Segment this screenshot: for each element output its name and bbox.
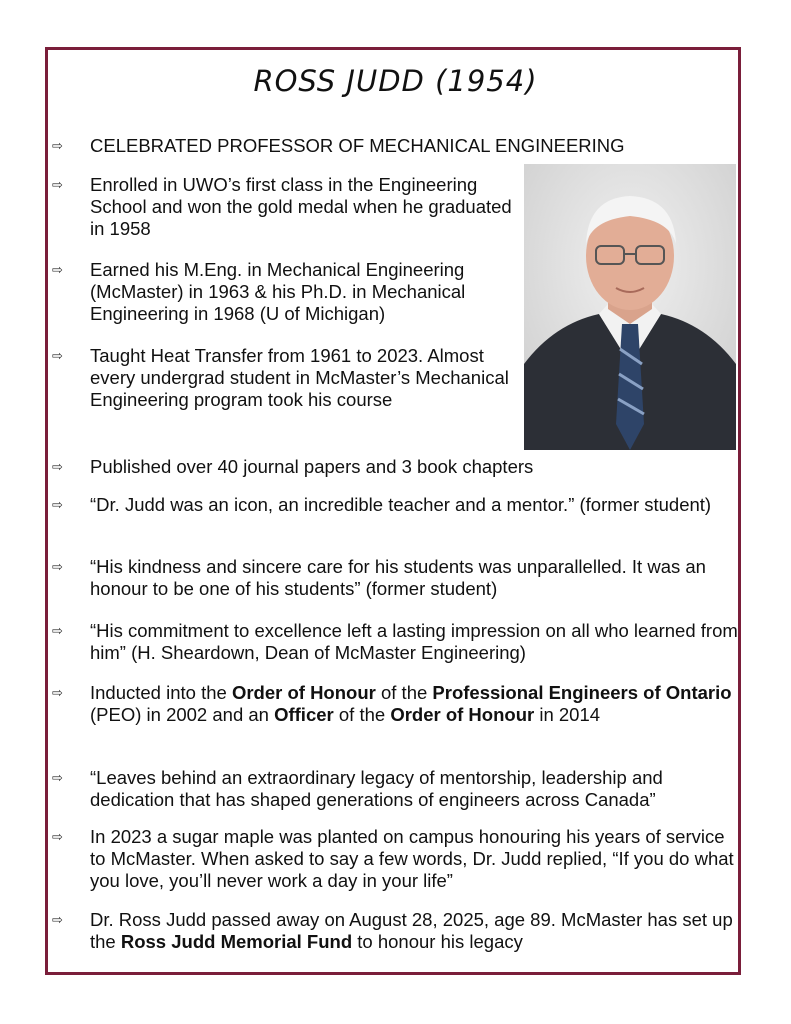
text-run: Enrolled in UWO’s first class in the Engineering School and won the gold medal when he graduated in 1958	[90, 174, 512, 239]
text-run: “Leaves behind an extraordinary legacy of mentorship, leadership and dedication that has shaped generations of engineers across Canada”	[90, 767, 663, 810]
double-right-arrow-icon: ⇨	[52, 686, 63, 701]
text-run: In 2023 a sugar maple was planted on campus honouring his years of service to McMaster. When asked to say a few words, Dr. Judd replied, “If you do what you love, you’ll never work a day in your life”	[90, 826, 734, 891]
double-right-arrow-icon: ⇨	[52, 771, 63, 786]
text-run: of the	[333, 704, 391, 725]
list-item-text	[90, 259, 520, 325]
bold-text: Ross Judd Memorial Fund	[120, 931, 353, 952]
page-title: ROSS JUDD (1954)	[253, 64, 538, 98]
list-item-text	[90, 494, 740, 516]
list-item-text	[90, 174, 520, 240]
double-right-arrow-icon: ⇨	[52, 349, 63, 364]
list-item-text	[90, 909, 740, 953]
double-right-arrow-icon: ⇨	[52, 460, 63, 475]
double-right-arrow-icon: ⇨	[52, 624, 63, 639]
list-item-text	[90, 682, 740, 726]
text-run: (PEO) in 2002 and an	[90, 704, 275, 725]
list-item-text	[90, 345, 520, 411]
text-run: “His kindness and sincere care for his students was unparallelled. It was an honour to be one of his students” (former student)	[90, 556, 706, 599]
bold-text: Order of Honour	[231, 682, 376, 703]
text-run: Inducted into the	[90, 682, 232, 703]
double-right-arrow-icon: ⇨	[52, 498, 63, 513]
list-item-text	[90, 620, 740, 664]
bold-text: Professional Engineers of Ontario	[432, 682, 732, 703]
text-run: of the	[375, 682, 433, 703]
list-item-text	[90, 456, 740, 478]
text-run: CELEBRATED PROFESSOR OF MECHANICAL ENGINEERING	[90, 135, 625, 156]
text-run: Published over 40 journal papers and 3 book chapters	[90, 456, 534, 477]
text-run: to honour his legacy	[352, 931, 523, 952]
text-run: “Dr. Judd was an icon, an incredible teacher and a mentor.” (former student)	[90, 494, 712, 515]
text-run: Taught Heat Transfer from 1961 to 2023. Almost every undergrad student in McMaster’s Mechanical Engineering program took his course	[90, 345, 509, 410]
text-run: Dr. Ross Judd passed away on August 28, 2025, age 89. McMaster has set up the	[90, 909, 733, 952]
list-item-text	[90, 826, 740, 892]
list-item-text	[90, 556, 740, 600]
list-item-text	[90, 135, 740, 157]
portrait-photo	[524, 164, 736, 450]
double-right-arrow-icon: ⇨	[52, 139, 63, 154]
text-run: “His commitment to excellence left a lasting impression on all who learned from him” (H. Sheardown, Dean of McMaster Engineering)	[90, 620, 738, 663]
double-right-arrow-icon: ⇨	[52, 263, 63, 278]
text-run: Earned his M.Eng. in Mechanical Engineering (McMaster) in 1963 & his Ph.D. in Mechanical Engineering in 1968 (U of Michigan)	[90, 259, 466, 324]
portrait-illustration	[524, 164, 736, 450]
double-right-arrow-icon: ⇨	[52, 560, 63, 575]
double-right-arrow-icon: ⇨	[52, 913, 63, 928]
list-item-text	[90, 767, 740, 811]
double-right-arrow-icon: ⇨	[52, 830, 63, 845]
double-right-arrow-icon: ⇨	[52, 178, 63, 193]
bold-text: Order of Honour	[390, 704, 535, 725]
text-run: in 2014	[534, 704, 601, 725]
bold-text: Officer	[274, 704, 334, 725]
